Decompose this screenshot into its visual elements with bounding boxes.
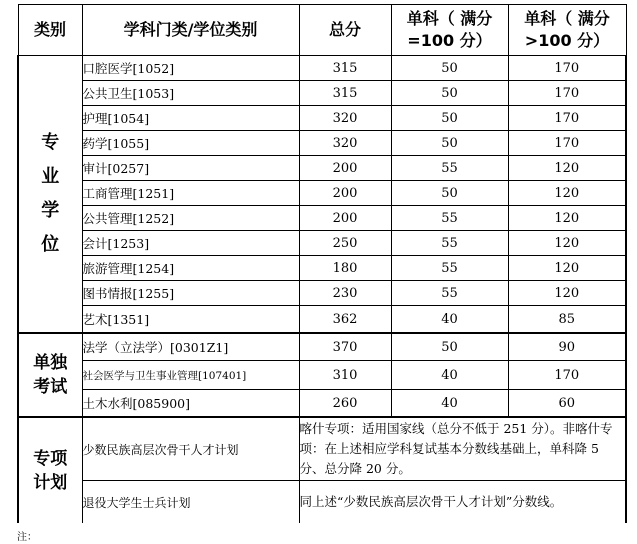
subject-cell: 口腔医学[1052] (82, 56, 299, 81)
table-row (18, 181, 626, 206)
total-cell: 260 (299, 390, 391, 418)
plan-name-cell: 少数民族高层次骨干人才计划 (82, 417, 299, 481)
single-le100-cell: 50 (391, 131, 508, 156)
single-gt100-cell: 170 (508, 106, 626, 131)
total-cell: 250 (299, 231, 391, 256)
footer-note: 注： (17, 532, 37, 543)
subject-cell: 艺术[1351] (82, 306, 299, 334)
single-le100-cell: 40 (391, 361, 508, 390)
total-cell: 320 (299, 131, 391, 156)
subject-cell: 药学[1055] (82, 131, 299, 156)
header-row (18, 5, 626, 56)
table-row (18, 56, 626, 81)
single-gt100-cell: 120 (508, 156, 626, 181)
table-row (18, 156, 626, 181)
table-row (18, 81, 626, 106)
category-label-line: 计划 (33, 472, 68, 493)
single-le100-cell: 50 (391, 81, 508, 106)
single-le100-cell: 55 (391, 206, 508, 231)
table-row (18, 306, 626, 334)
single-gt100-cell: 170 (508, 361, 626, 390)
total-cell: 370 (299, 333, 391, 361)
header-total: 总分 (299, 5, 391, 56)
category-char: 专 (41, 132, 60, 153)
total-cell: 230 (299, 281, 391, 306)
single-gt100-cell: 120 (508, 256, 626, 281)
single-le100-cell: 55 (391, 256, 508, 281)
plan-name-cell: 退役大学生士兵计划 (82, 481, 299, 524)
header-single-gt100: 单科（ 满分>100 分） (508, 5, 626, 56)
total-cell: 310 (299, 361, 391, 390)
table-row (18, 206, 626, 231)
single-gt100-cell: 170 (508, 81, 626, 106)
plan-note-cell: 同上述“少数民族高层次骨干人才计划”分数线。 (299, 481, 626, 524)
header-subject: 学科门类/学位类别 (82, 5, 299, 56)
single-gt100-cell: 85 (508, 306, 626, 334)
single-le100-cell: 50 (391, 333, 508, 361)
category-char: 学 (41, 200, 60, 221)
subject-cell: 法学（立法学）[0301Z1] (82, 333, 299, 361)
subject-cell: 会计[1253] (82, 231, 299, 256)
table-row (18, 281, 626, 306)
single-le100-cell: 50 (391, 181, 508, 206)
plan-note-cell: 喀什专项：适用国家线（总分不低于 251 分）。非喀什专项：在上述相应学科复试基本分数线基础上，单科降 5 分、总分降 20 分。 (299, 417, 626, 481)
single-le100-cell: 55 (391, 281, 508, 306)
subject-cell: 护理[1054] (82, 106, 299, 131)
single-gt100-cell: 120 (508, 181, 626, 206)
single-le100-cell: 40 (391, 390, 508, 418)
total-cell: 315 (299, 81, 391, 106)
table-row (18, 333, 626, 361)
table-row (18, 361, 626, 390)
subject-cell: 公共卫生[1053] (82, 81, 299, 106)
category-label-line: 专项 (33, 448, 68, 469)
single-gt100-cell: 120 (508, 281, 626, 306)
score-table (17, 4, 627, 523)
single-gt100-cell: 60 (508, 390, 626, 418)
total-cell: 320 (299, 106, 391, 131)
category-char: 业 (41, 166, 60, 187)
subject-cell: 工商管理[1251] (82, 181, 299, 206)
single-gt100-cell: 120 (508, 206, 626, 231)
header-single-le100: 单科（ 满分=100 分） (391, 5, 508, 56)
category-professional (18, 56, 82, 334)
category-label-line: 单独 (33, 353, 68, 373)
total-cell: 200 (299, 206, 391, 231)
total-cell: 315 (299, 56, 391, 81)
table-row (18, 131, 626, 156)
subject-cell: 图书情报[1255] (82, 281, 299, 306)
table-row (18, 256, 626, 281)
category-independent (18, 333, 82, 417)
single-le100-cell: 55 (391, 231, 508, 256)
total-cell: 200 (299, 181, 391, 206)
single-gt100-cell: 120 (508, 231, 626, 256)
header-category: 类别 (18, 5, 82, 56)
table-row (18, 417, 626, 481)
subject-cell: 公共管理[1252] (82, 206, 299, 231)
single-gt100-cell: 90 (508, 333, 626, 361)
table-row (18, 231, 626, 256)
total-cell: 362 (299, 306, 391, 334)
single-le100-cell: 50 (391, 106, 508, 131)
single-gt100-cell: 170 (508, 131, 626, 156)
category-char: 位 (41, 234, 60, 255)
subject-cell: 社会医学与卫生事业管理[107401] (82, 361, 299, 390)
table-row (18, 106, 626, 131)
table-row (18, 481, 626, 524)
total-cell: 180 (299, 256, 391, 281)
category-special (18, 417, 82, 523)
single-gt100-cell: 170 (508, 56, 626, 81)
table-row (18, 390, 626, 418)
subject-cell: 土木水利[085900] (82, 390, 299, 418)
subject-cell: 审计[0257] (82, 156, 299, 181)
single-le100-cell: 55 (391, 156, 508, 181)
category-label-line: 考试 (33, 377, 68, 397)
subject-cell: 旅游管理[1254] (82, 256, 299, 281)
single-le100-cell: 50 (391, 56, 508, 81)
total-cell: 200 (299, 156, 391, 181)
single-le100-cell: 40 (391, 306, 508, 334)
